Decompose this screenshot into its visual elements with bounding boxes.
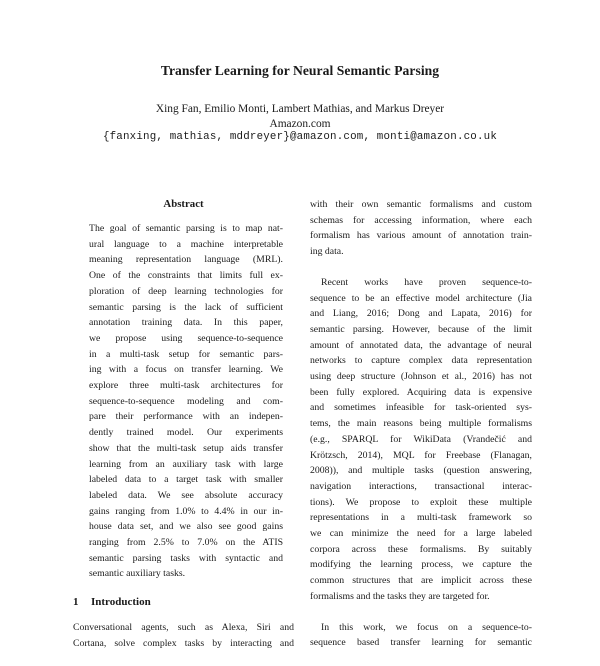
text-line: (e.g., SPARQL for WikiData (Vrandečić and — [310, 433, 532, 445]
text-line: show that the multi-task setup aids transfer — [89, 442, 283, 454]
text-line: ploration of deep learning technologies for — [89, 285, 283, 297]
text-line: modifying the learning process, we capture the — [310, 559, 532, 571]
text-line: networks to capture complex data representation — [310, 355, 532, 367]
text-line: explore three multi-task architectures for — [89, 380, 283, 392]
text-line: been fully explored. Acquiring data is expensive — [310, 386, 532, 398]
text-line: learning from an auxiliary task with large — [89, 458, 283, 470]
text-line: tions). We propose to exploit these multiple — [310, 496, 532, 508]
section-title: Introduction — [91, 596, 151, 609]
author-names: Xing Fan, Emilio Monti, Lambert Mathias, and Markus Dreyer — [155, 103, 445, 115]
text-line: semantic parsing is the lack of sufficient — [89, 301, 283, 313]
text-line: representations in a multi-task framework so — [310, 512, 532, 524]
text-line: semantic parsing. However, because of the limit — [310, 323, 532, 335]
text-line: tems, the main reasons being multiple formalisms — [310, 418, 532, 430]
text-line: we can minimize the need for a large labeled — [310, 528, 532, 540]
section-heading-introduction — [73, 595, 294, 611]
text-line: ranging from 2.5% to 7.0% on the ATIS — [89, 537, 283, 549]
text-line: using deep structure (Johnson et al., 2016) has not — [310, 371, 532, 383]
text-line: labeled data. We see absolute accuracy — [89, 489, 283, 501]
paragraph-this-work — [310, 620, 532, 651]
text-line: One of the constraints that limits full ex- — [89, 270, 283, 282]
text-line: Recent works have proven sequence-to- — [321, 276, 532, 288]
text-line: with their own semantic formalisms and custom — [310, 199, 532, 210]
author-block — [0, 102, 600, 132]
text-line: navigation interactions, transactional interac- — [310, 480, 532, 492]
introduction-paragraph — [73, 620, 294, 651]
text-line: semantic auxiliary tasks. — [89, 568, 186, 580]
text-line: ural language to a machine interpretable — [89, 238, 283, 250]
text-line: ing with a focus on transfer learning. We — [89, 364, 283, 376]
text-line: ing data. — [310, 246, 344, 258]
text-line: annotation training data. In this paper, — [89, 317, 283, 329]
paragraph-recent-works — [310, 275, 532, 605]
text-line: and Liang, 2016; Dong and Lapata, 2016) for — [310, 308, 532, 320]
text-line: meaning representation language (MRL). — [89, 254, 283, 266]
text-line: Conversational agents, such as Alexa, Siri and — [73, 621, 294, 633]
text-line: 2008)), and multiple tasks (question answering, — [310, 465, 532, 477]
text-line: we propose using sequence-to-sequence — [89, 332, 283, 344]
paper-title: Transfer Learning for Neural Semantic Parsing — [160, 63, 440, 78]
paragraph-continued — [310, 197, 532, 260]
text-line: sequence-to-sequence modeling and com- — [89, 395, 283, 407]
author-emails: {fanxing, mathias, mddreyer}@amazon.com, monti@amazon.co.uk — [102, 131, 498, 143]
author-affiliation: Amazon.com — [269, 118, 331, 130]
text-line: In this work, we focus on a sequence-to- — [321, 621, 532, 633]
text-line: in a multi-task setup for semantic pars- — [89, 348, 283, 360]
text-line: and sometimes infeasible for task-oriented sys- — [310, 402, 532, 414]
text-line: dently trained model. Our experiments — [89, 427, 283, 439]
right-column — [310, 197, 532, 666]
text-line: sequence based transfer learning for semantic — [310, 637, 532, 649]
text-line: sequence to be an effective model architecture (Jia — [310, 292, 532, 304]
abstract-heading: Abstract — [163, 198, 204, 210]
text-line: Krötzsch, 2014), MQL for Freebase (Flanagan, — [310, 449, 532, 461]
text-line: gains ranging from 1.0% to 4.4% in our in- — [89, 505, 283, 517]
text-line: schemas for accessing information, where each — [310, 214, 532, 226]
text-line: common structures that are implicit across these — [310, 575, 532, 587]
text-line: Cortana, solve complex tasks by interacting and — [73, 637, 294, 649]
text-line: formalism has various amount of annotation train- — [310, 230, 532, 242]
text-line: labeled data to a target task with smaller — [89, 474, 283, 486]
text-line: The goal of semantic parsing is to map nat- — [89, 223, 283, 234]
left-column — [73, 197, 294, 666]
text-line: formalisms and the tasks they are targeted for. — [310, 590, 490, 602]
text-line: semantic parsing tasks with syntactic and — [89, 552, 283, 564]
text-line: house data set, and we also see good gains — [89, 521, 283, 533]
abstract-body — [89, 221, 283, 582]
text-line: pare their performance with an indepen- — [89, 411, 283, 423]
text-line: corpora across these formalisms. By suitably — [310, 543, 532, 555]
section-number: 1 — [73, 596, 79, 609]
text-line: amount of annotated data, the advantage of neural — [310, 339, 532, 351]
